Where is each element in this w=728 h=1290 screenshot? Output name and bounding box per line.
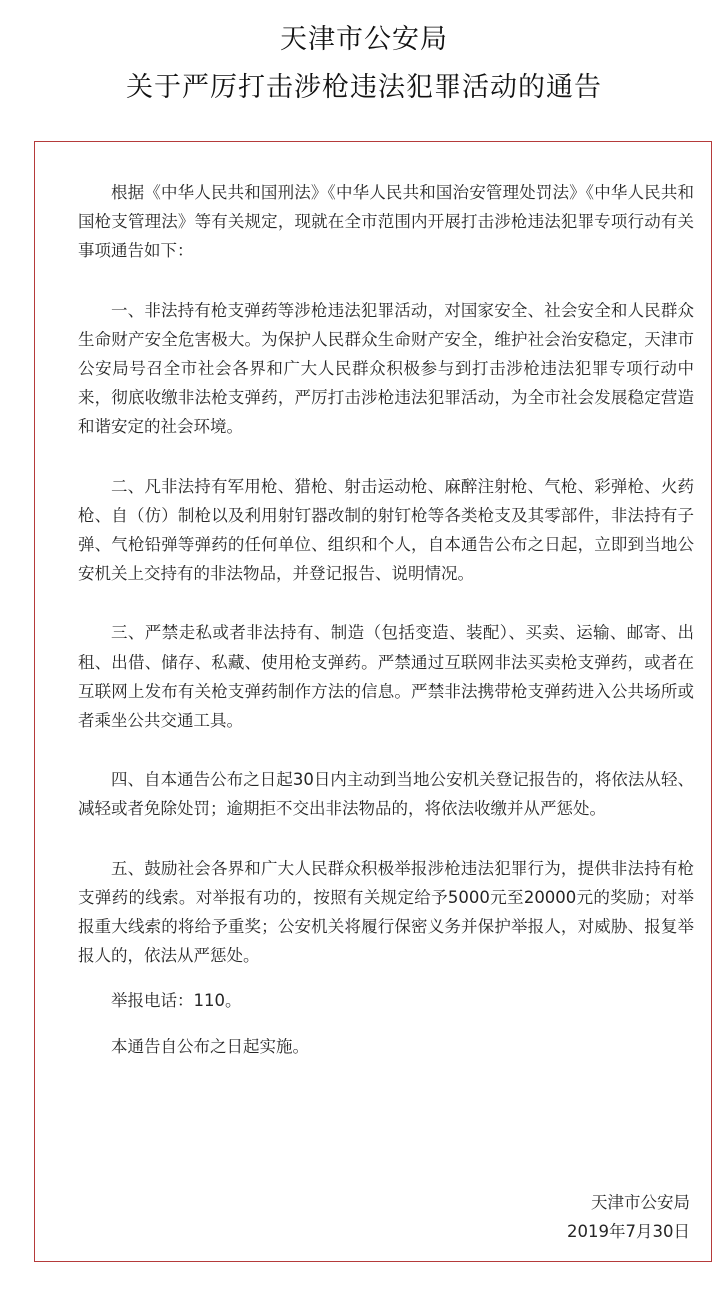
item-5-paragraph: 五、鼓励社会各界和广大人民群众积极举报涉枪违法犯罪行为，提供非法持有枪支弹药的线索。对举报有功的，按照有关规定给予5000元至20000元的奖励；对举报重大线索的将给予重奖；公安机关将履行保密义务并保护举报人，对威胁、报复举报人的，依法从严惩处。 xyxy=(78,858,694,966)
item-3-paragraph: 三、严禁走私或者非法持有、制造（包括变造、装配）、买卖、运输、邮寄、出租、出借、储存、私藏、使用枪支弹药。严禁通过互联网非法买卖枪支弹药，或者在互联网上发布有关枪支弹药制作方法的信息。严禁非法携带枪支弹药进入公共场所或者乘坐公共交通工具。 xyxy=(78,623,694,731)
item-1-paragraph: 一、非法持有枪支弹药等涉枪违法犯罪活动，对国家安全、社会安全和人民群众生命财产安全危害极大。为保护人民群众生命财产安全，维护社会治安稳定，天津市公安局号召全市社会各界和广大人民群众积极参与到打击涉枪违法犯罪专项行动中来，彻底收缴非法枪支弹药，严厉打击涉枪违法犯罪活动，为全市社会发展稳定营造和谐安定的社会环境。 xyxy=(78,300,694,437)
signature-block xyxy=(567,1188,690,1246)
item-4-paragraph: 四、自本通告公布之日起30日内主动到当地公安机关登记报告的，将依法从轻、减轻或者免除处罚；逾期拒不交出非法物品的，将依法收缴并从严惩处。 xyxy=(78,770,694,819)
hotline-paragraph: 举报电话：110。 xyxy=(111,991,242,1011)
effective-paragraph: 本通告自公布之日起实施。 xyxy=(111,1036,309,1056)
signature-date: 2019年7月30日 xyxy=(567,1222,690,1241)
item-2-paragraph: 二、凡非法持有军用枪、猎枪、射击运动枪、麻醉注射枪、气枪、彩弹枪、火药枪、自（仿）制枪以及利用射钉器改制的射钉枪等各类枪支及其零部件，非法持有子弹、气枪铅弹等弹药的任何单位、组织和个人，自本通告公布之日起，立即到当地公安机关上交持有的非法物品，并登记报告、说明情况。 xyxy=(78,476,694,584)
notice-body xyxy=(78,178,694,1061)
title-subject: 关于严厉打击涉枪违法犯罪活动的通告 xyxy=(126,72,602,103)
intro-paragraph: 根据《中华人民共和国刑法》《中华人民共和国治安管理处罚法》《中华人民共和国枪支管理法》等有关规定，现就在全市范围内开展打击涉枪违法犯罪专项行动有关事项通告如下： xyxy=(78,183,694,261)
signature-issuer: 天津市公安局 xyxy=(591,1193,690,1212)
notice-title xyxy=(0,16,728,112)
title-issuer: 天津市公安局 xyxy=(280,24,448,55)
